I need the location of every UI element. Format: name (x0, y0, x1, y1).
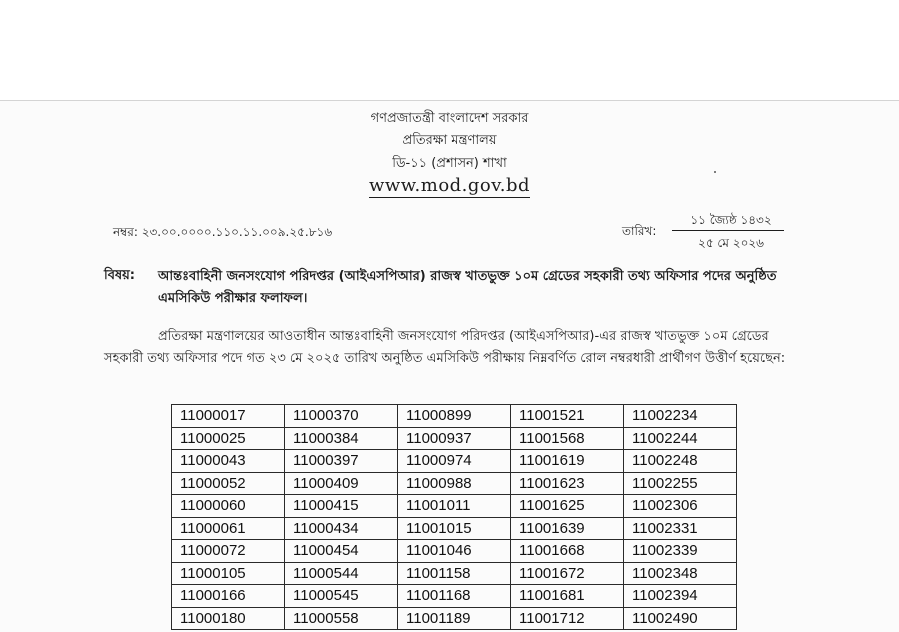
roll-number-cell: 11000025 (172, 427, 285, 450)
roll-number-cell: 11000545 (285, 585, 398, 608)
roll-number-cell: 11001712 (511, 607, 624, 630)
roll-number-cell: 11001672 (511, 562, 624, 585)
roll-number-cell: 11001015 (398, 517, 511, 540)
roll-number-cell: 11001046 (398, 540, 511, 563)
roll-number-cell: 11000899 (398, 405, 511, 428)
body-paragraph: প্রতিরক্ষা মন্ত্রণালয়ের আওতাধীন আন্তঃবাহিনী জনসংযোগ পরিদপ্তর (আইএসপিআর)-এর রাজস্ব খাতভুক্ত ১০ম গ্রেডের সহকারী তথ্য অফিসার পদে গত ২৩ মে ২০২৫ তারিখ অনুষ্ঠিত এমসিকিউ পরীক্ষায় নিম্নবর্ণিত রোল নম্বরধারী প্রার্থীগণ উত্তীর্ণ হয়েছেন: (104, 329, 786, 366)
website-link[interactable]: www.mod.gov.bd (368, 175, 531, 196)
roll-number-cell: 11002490 (624, 607, 737, 630)
roll-number-cell: 11000052 (172, 472, 285, 495)
roll-number-cell: 11001189 (398, 607, 511, 630)
roll-number-cell: 11000434 (285, 517, 398, 540)
ministry-heading: প্রতিরক্ষা মন্ত্রণালয় (402, 133, 497, 148)
roll-number-cell: 11002244 (624, 427, 737, 450)
roll-number-cell: 11002331 (624, 517, 737, 540)
roll-number-cell: 11001619 (511, 450, 624, 473)
table-row (172, 472, 737, 495)
roll-number-cell: 11000937 (398, 427, 511, 450)
roll-number-cell: 11000558 (285, 607, 398, 630)
roll-number-cell: 11000370 (285, 405, 398, 428)
roll-number-cell: 11002348 (624, 562, 737, 585)
branch-heading: ডি-১১ (প্রশাসন) শাখা (392, 156, 507, 171)
subject-text: আন্তঃবাহিনী জনসংযোগ পরিদপ্তর (আইএসপিআর) রাজস্ব খাতভুক্ত ১০ম গ্রেডের সহকারী তথ্য অফিসার পদের অনুষ্ঠিত এমসিকিউ পরীক্ষার ফলাফল। (158, 269, 777, 306)
roll-number-cell: 11000061 (172, 517, 285, 540)
table-row (172, 450, 737, 473)
table-row (172, 517, 737, 540)
date-english: ২৫ মে ২০২৬ (698, 236, 764, 250)
roll-number-cell: 11001158 (398, 562, 511, 585)
roll-number-cell: 11000043 (172, 450, 285, 473)
table-row (172, 540, 737, 563)
date-divider (672, 230, 784, 231)
subject-label: বিষয়: (104, 268, 135, 283)
roll-number-cell: 11001521 (511, 405, 624, 428)
roll-number-cell: 11002394 (624, 585, 737, 608)
table-row (172, 585, 737, 608)
roll-number-cell: 11000017 (172, 405, 285, 428)
roll-number-cell: 11002306 (624, 495, 737, 518)
blank-top-area (0, 0, 899, 100)
roll-number-cell: 11001668 (511, 540, 624, 563)
roll-number-cell: 11000415 (285, 495, 398, 518)
document-page (0, 100, 899, 632)
table-row (172, 427, 737, 450)
roll-number-cell: 11002234 (624, 405, 737, 428)
memo-number: নম্বর: ২৩.০০.০০০০.১১০.১১.০০৯.২৫.৮১৬ (113, 225, 333, 239)
roll-number-cell: 11000988 (398, 472, 511, 495)
roll-number-cell: 11001568 (511, 427, 624, 450)
roll-number-cell: 11000166 (172, 585, 285, 608)
roll-number-cell: 11001168 (398, 585, 511, 608)
roll-number-cell: 11002255 (624, 472, 737, 495)
roll-number-table (171, 404, 737, 630)
roll-number-cell: 11000397 (285, 450, 398, 473)
table-row (172, 607, 737, 630)
date-bangla: ১১ জ্যৈষ্ঠ ১৪৩২ (690, 213, 772, 227)
roll-number-cell: 11001625 (511, 495, 624, 518)
roll-number-cell: 11000974 (398, 450, 511, 473)
roll-number-cell: 11000454 (285, 540, 398, 563)
roll-number-cell: 11000072 (172, 540, 285, 563)
website-line (0, 175, 899, 196)
government-heading: গণপ্রজাতন্ত্রী বাংলাদেশ সরকার (370, 111, 529, 126)
roll-number-cell: 11000544 (285, 562, 398, 585)
roll-number-cell: 11001623 (511, 472, 624, 495)
table-row (172, 562, 737, 585)
roll-number-cell: 11000105 (172, 562, 285, 585)
roll-number-cell: 11000409 (285, 472, 398, 495)
roll-number-cell: 11001639 (511, 517, 624, 540)
roll-number-cell: 11000060 (172, 495, 285, 518)
roll-number-cell: 11001011 (398, 495, 511, 518)
table-row (172, 405, 737, 428)
date-label: তারিখ: (622, 224, 657, 238)
roll-number-cell: 11000384 (285, 427, 398, 450)
roll-number-cell: 11001681 (511, 585, 624, 608)
roll-number-cell: 11000180 (172, 607, 285, 630)
roll-number-cell: 11002248 (624, 450, 737, 473)
table-row (172, 495, 737, 518)
roll-number-cell: 11002339 (624, 540, 737, 563)
